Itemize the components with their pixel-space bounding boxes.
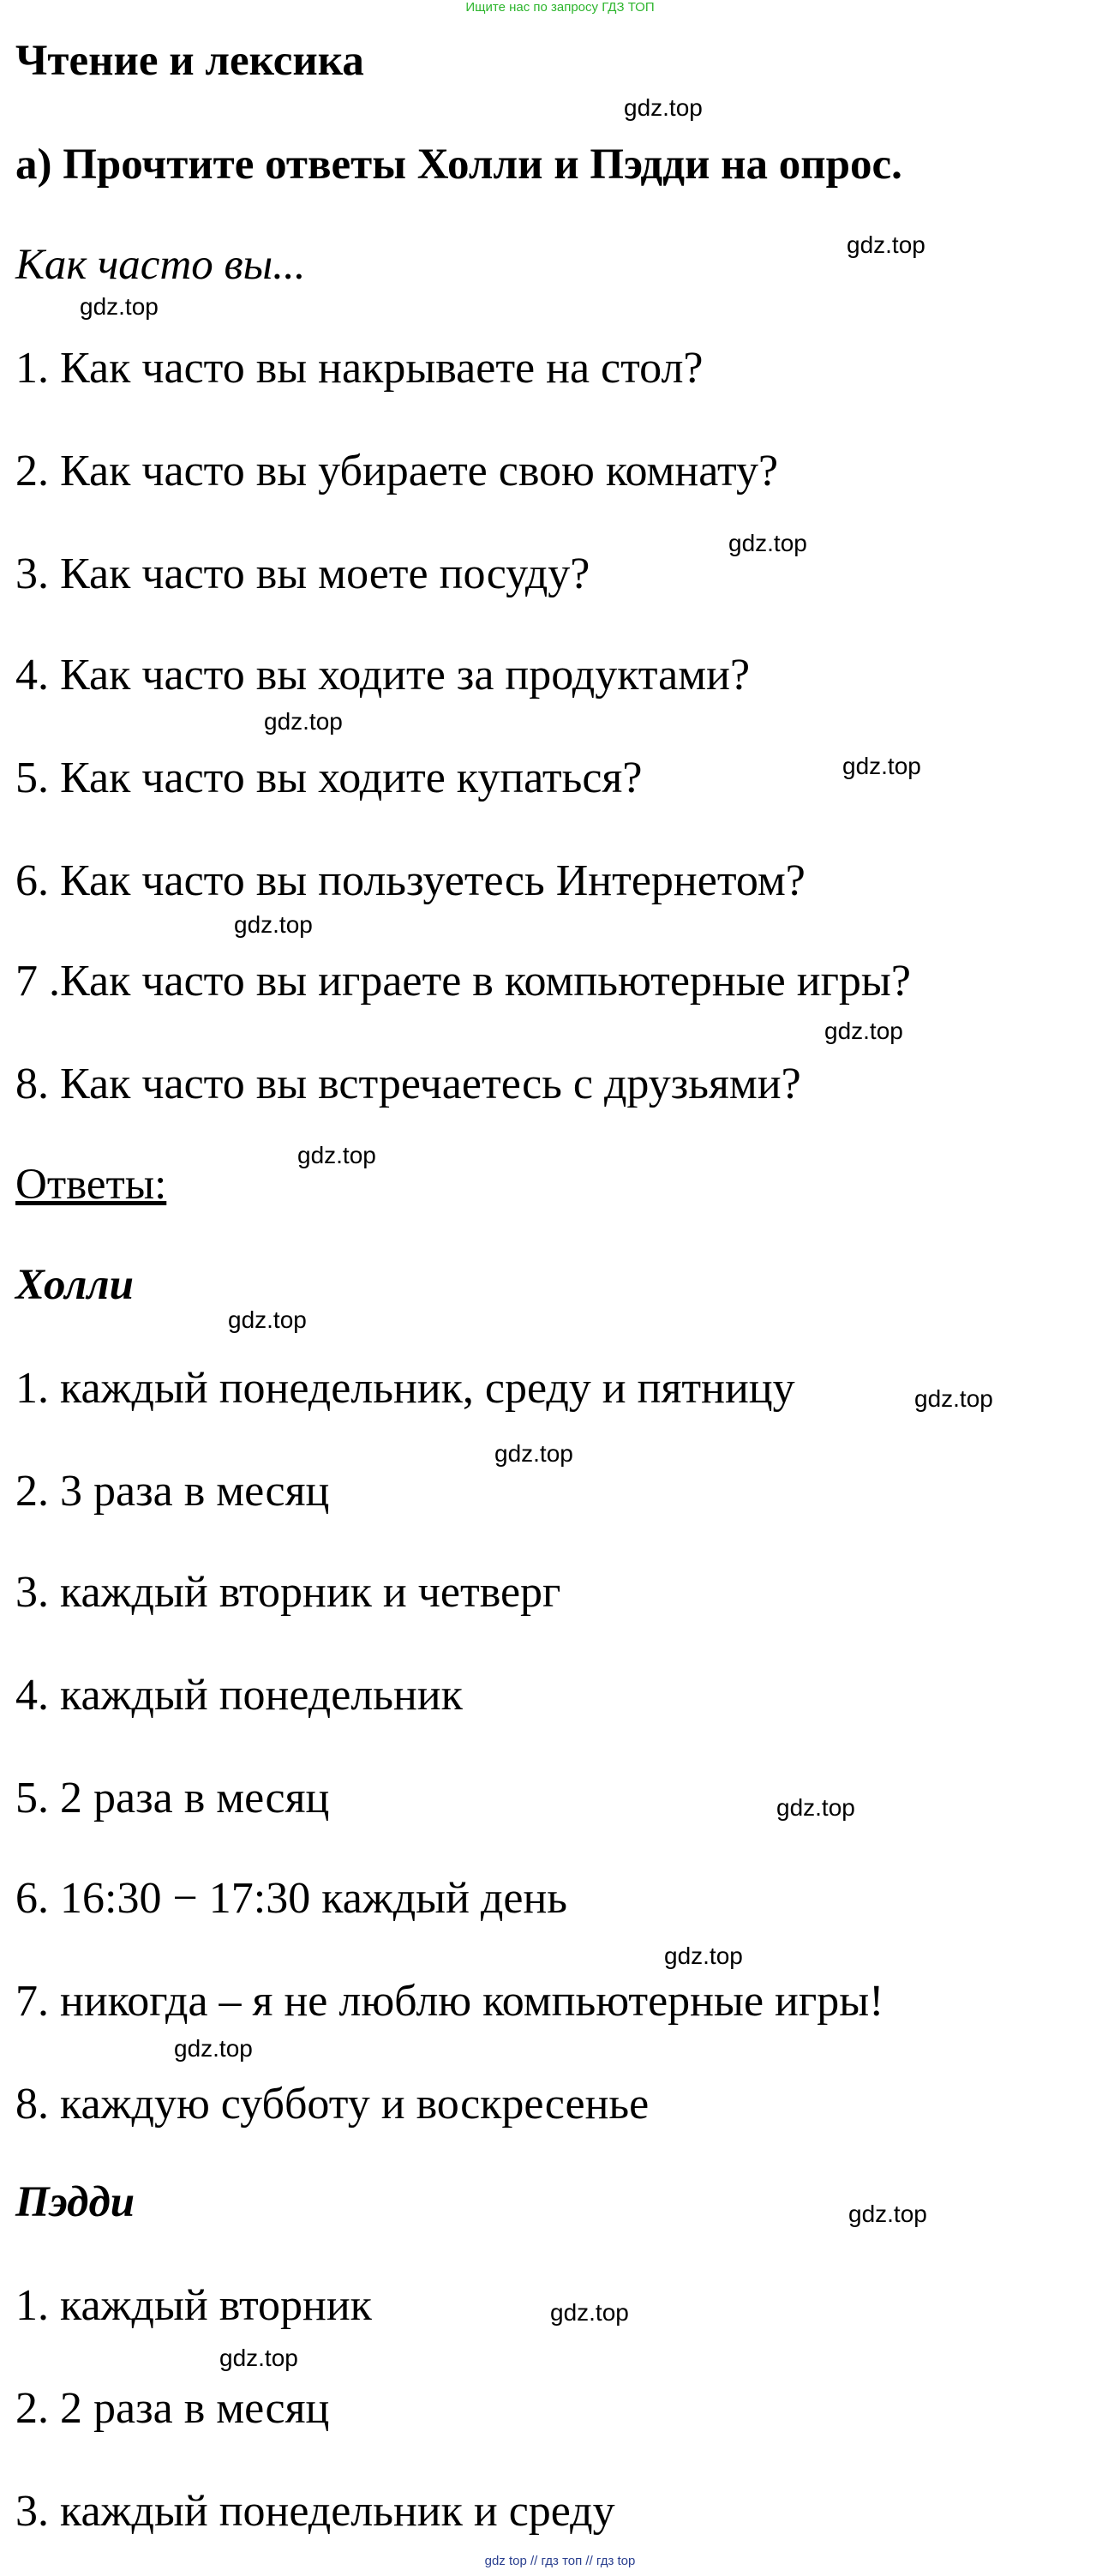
paddy-answer-2: 2. 2 раза в месяц bbox=[15, 2384, 330, 2433]
holly-answer-3: 3. каждый вторник и четверг bbox=[15, 1568, 561, 1617]
watermark: gdz.top bbox=[914, 1385, 993, 1412]
holly-answer-6: 6. 16:30 − 17:30 каждый день bbox=[15, 1874, 568, 1923]
holly-answer-8: 8. каждую субботу и воскресенье bbox=[15, 2080, 650, 2129]
watermark: gdz.top bbox=[624, 94, 703, 121]
question-6: 6. Как часто вы пользуетесь Интернетом? bbox=[15, 856, 806, 905]
watermark: gdz.top bbox=[664, 1943, 743, 1969]
watermark: gdz.top bbox=[824, 1018, 903, 1044]
holly-answer-4: 4. каждый понедельник bbox=[15, 1671, 463, 1720]
watermark: gdz.top bbox=[297, 1142, 376, 1168]
watermark: gdz.top bbox=[550, 2299, 629, 2326]
watermark: gdz.top bbox=[728, 530, 807, 556]
paddy-answer-3: 3. каждый понедельник и среду bbox=[15, 2487, 615, 2536]
watermark: gdz.top bbox=[228, 1306, 307, 1333]
holly-answer-7: 7. никогда – я не люблю компьютерные игры! bbox=[15, 1977, 884, 2026]
question-1: 1. Как часто вы накрываете на стол? bbox=[15, 344, 704, 393]
watermark: gdz.top bbox=[776, 1794, 855, 1821]
question-4: 4. Как часто вы ходите за продуктами? bbox=[15, 651, 751, 700]
holly-answer-2: 2. 3 раза в месяц bbox=[15, 1467, 330, 1516]
section-title: Чтение и лексика bbox=[15, 37, 364, 85]
watermark: gdz.top bbox=[80, 293, 159, 320]
paddy-answer-1: 1. каждый вторник bbox=[15, 2281, 372, 2330]
watermark: gdz.top bbox=[842, 753, 921, 779]
search-banner[interactable]: Ищите нас по запросу ГДЗ ТОП bbox=[465, 0, 655, 15]
holly-answer-5: 5. 2 раза в месяц bbox=[15, 1774, 330, 1822]
watermark: gdz.top bbox=[264, 708, 343, 735]
watermark: gdz.top bbox=[847, 231, 925, 258]
question-5: 5. Как часто вы ходите купаться? bbox=[15, 754, 643, 802]
question-7: 7 .Как часто вы играете в компьютерные игры? bbox=[15, 957, 911, 1006]
watermark: gdz.top bbox=[494, 1440, 573, 1467]
question-8: 8. Как часто вы встречаетесь с друзьями? bbox=[15, 1060, 801, 1108]
answers-label: Ответы: bbox=[15, 1161, 167, 1209]
question-2: 2. Как часто вы убираете свою комнату? bbox=[15, 447, 779, 495]
holly-answer-1: 1. каждый понедельник, среду и пятницу bbox=[15, 1364, 795, 1413]
survey-heading: Как часто вы... bbox=[15, 241, 306, 289]
paddy-heading: Пэдди bbox=[15, 2178, 135, 2226]
watermark: gdz.top bbox=[219, 2345, 298, 2371]
footer-links[interactable]: gdz top // гдз топ // гдз top bbox=[484, 2554, 636, 2568]
task-title: a) Прочтите ответы Холли и Пэдди на опрос. bbox=[15, 141, 902, 189]
watermark: gdz.top bbox=[234, 911, 313, 938]
holly-heading: Холли bbox=[15, 1261, 134, 1309]
watermark: gdz.top bbox=[848, 2201, 927, 2227]
question-3: 3. Как часто вы моете посуду? bbox=[15, 549, 590, 598]
watermark: gdz.top bbox=[174, 2035, 253, 2062]
